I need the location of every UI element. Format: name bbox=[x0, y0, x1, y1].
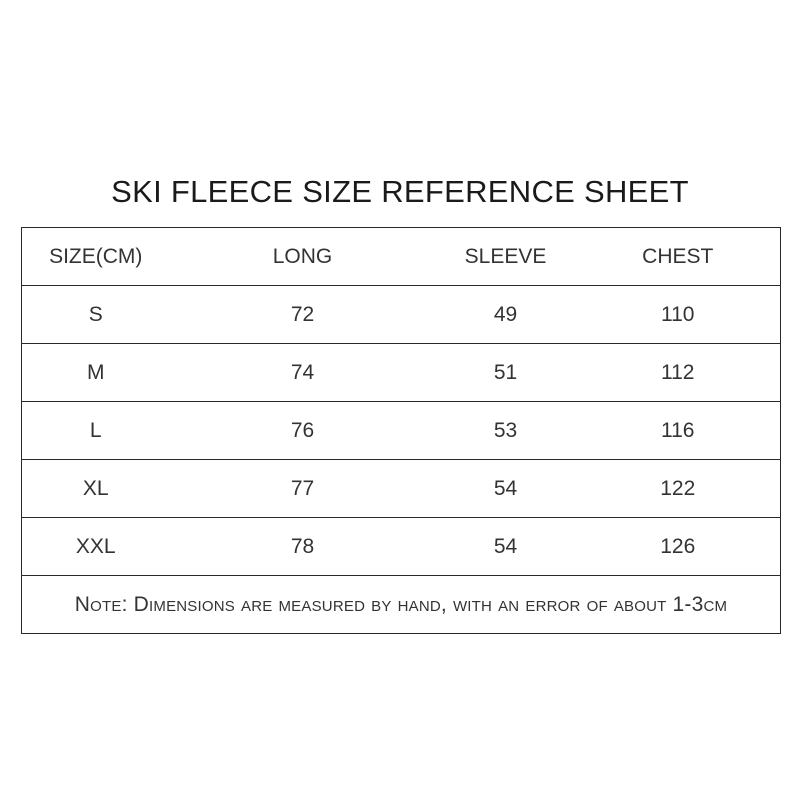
cell-size: M bbox=[22, 344, 170, 402]
cell-long: 72 bbox=[170, 286, 436, 344]
table-row bbox=[22, 518, 781, 576]
header-sleeve: SLEEVE bbox=[436, 228, 576, 286]
table-row bbox=[22, 286, 781, 344]
cell-chest: 110 bbox=[576, 286, 781, 344]
header-chest: CHEST bbox=[576, 228, 781, 286]
cell-sleeve: 54 bbox=[436, 518, 576, 576]
cell-size: XL bbox=[22, 460, 170, 518]
cell-chest: 112 bbox=[576, 344, 781, 402]
cell-sleeve: 51 bbox=[436, 344, 576, 402]
cell-long: 74 bbox=[170, 344, 436, 402]
header-size: SIZE(CM) bbox=[22, 228, 170, 286]
table-row bbox=[22, 402, 781, 460]
note-row bbox=[22, 576, 781, 634]
cell-long: 78 bbox=[170, 518, 436, 576]
cell-sleeve: 53 bbox=[436, 402, 576, 460]
cell-sleeve: 49 bbox=[436, 286, 576, 344]
table-row bbox=[22, 344, 781, 402]
cell-chest: 126 bbox=[576, 518, 781, 576]
cell-chest: 122 bbox=[576, 460, 781, 518]
cell-size: L bbox=[22, 402, 170, 460]
cell-long: 77 bbox=[170, 460, 436, 518]
cell-chest: 116 bbox=[576, 402, 781, 460]
header-long: LONG bbox=[170, 228, 436, 286]
cell-long: 76 bbox=[170, 402, 436, 460]
table-row bbox=[22, 460, 781, 518]
cell-sleeve: 54 bbox=[436, 460, 576, 518]
table-header-row bbox=[22, 228, 781, 286]
cell-size: XXL bbox=[22, 518, 170, 576]
cell-size: S bbox=[22, 286, 170, 344]
measurement-note: Note: Dimensions are measured by hand, with an error of about 1-3cm bbox=[22, 576, 781, 634]
page-title: SKI FLEECE SIZE REFERENCE SHEET bbox=[111, 174, 689, 209]
size-table bbox=[21, 227, 781, 634]
